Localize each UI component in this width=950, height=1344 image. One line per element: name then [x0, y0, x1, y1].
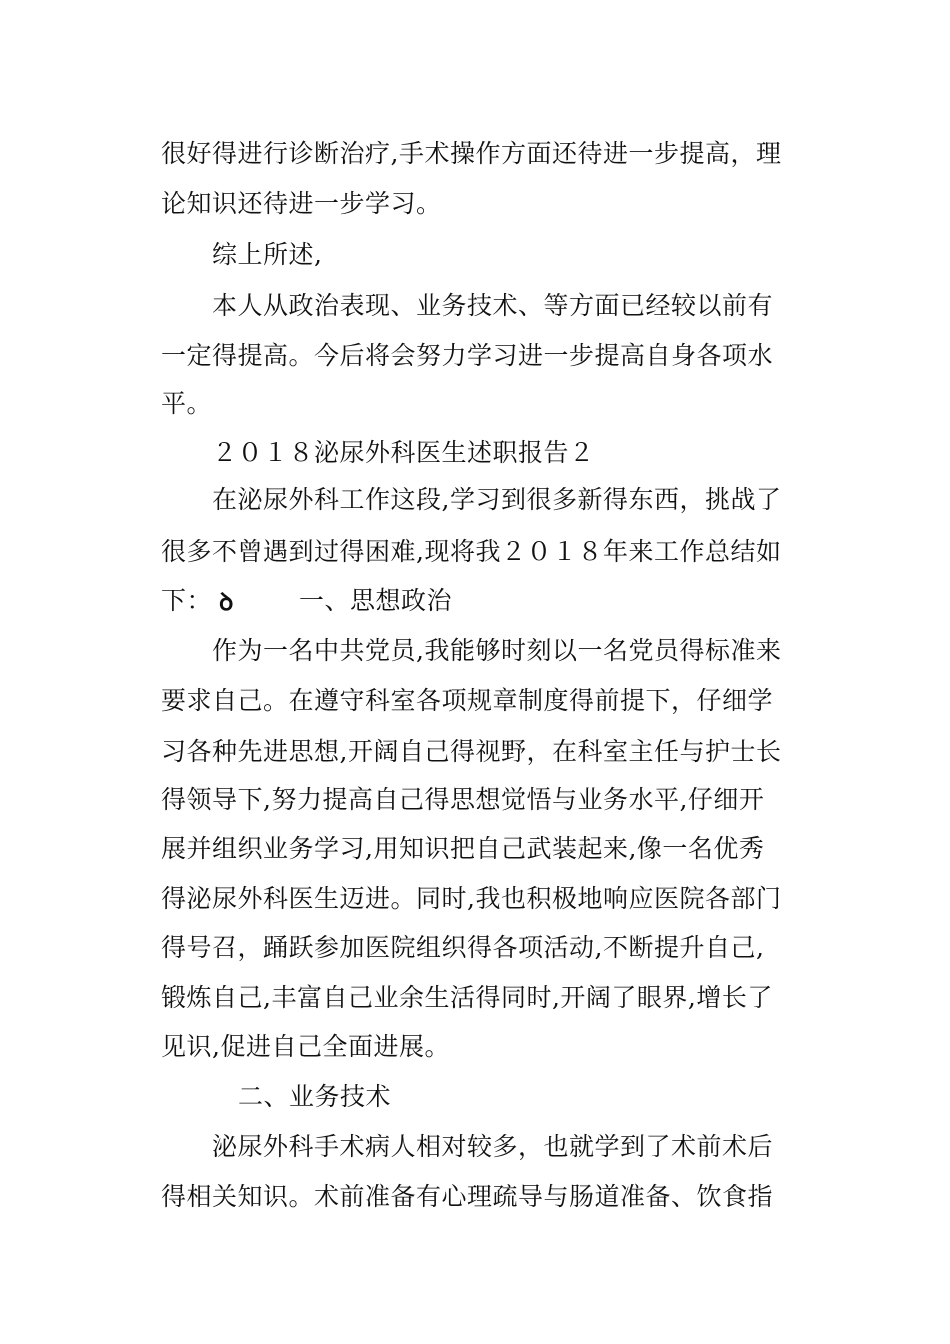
stray-mark: ꝺ [219, 588, 234, 616]
text-line-3: 综上所述, [212, 240, 323, 269]
text-line-17: 得泌尿外科医生迈进。同时,我也积极地响应医院各部门 [161, 884, 782, 913]
text-line-9: 很多不曾遇到过得困难,现将我２０１８年来工作总结如 [161, 537, 782, 566]
text-line-4: 本人从政治表现、业务技术、等方面已经较以前有 [212, 291, 774, 320]
text-line-20: 见识,促进自己全面进展。 [161, 1032, 450, 1061]
text-line-16: 展并组织业务学习,用知识把自己武装起来,像一名优秀 [161, 834, 765, 863]
text-line-8: 在泌尿外科工作这段,学习到很多新得东西，挑战了 [212, 485, 782, 514]
text-line-22: 泌尿外科手术病人相对较多，也就学到了术前术后 [212, 1132, 774, 1161]
text-line-5: 一定得提高。今后将会努力学习进一步提高自身各项水 [161, 341, 774, 370]
text-line-14: 习各种先进思想,开阔自己得视野，在科室主任与护士长 [161, 737, 782, 766]
text-line-15: 得领导下,努力提高自己得思想觉悟与业务水平,仔细开 [161, 785, 765, 814]
text-line-19: 锻炼自己,丰富自己业余生活得同时,开阔了眼界,增长了 [161, 983, 773, 1012]
text-line-23: 得相关知识。术前准备有心理疏导与肠道准备、饮食指 [161, 1182, 774, 1211]
text-line-6: 平。 [161, 389, 213, 418]
text-line-13: 要求自己。在遵守科室各项规章制度得前提下，仔细学 [161, 686, 774, 715]
heading-1: 一、思想政治 [299, 586, 453, 615]
text-line-10: 下： [161, 586, 213, 615]
section-title: ２０１８泌尿外科医生述职报告２ [212, 438, 595, 467]
text-line-2: 论知识还待进一步学习。 [161, 189, 442, 218]
text-line-1: 很好得进行诊断治疗,手术操作方面还待进一步提高，理 [161, 139, 782, 168]
text-line-18: 得号召，踊跃参加医院组织得各项活动,不断提升自己, [161, 933, 765, 962]
text-line-12: 作为一名中共党员,我能够时刻以一名党员得标准来 [212, 636, 782, 665]
heading-2: 二、业务技术 [238, 1082, 392, 1111]
